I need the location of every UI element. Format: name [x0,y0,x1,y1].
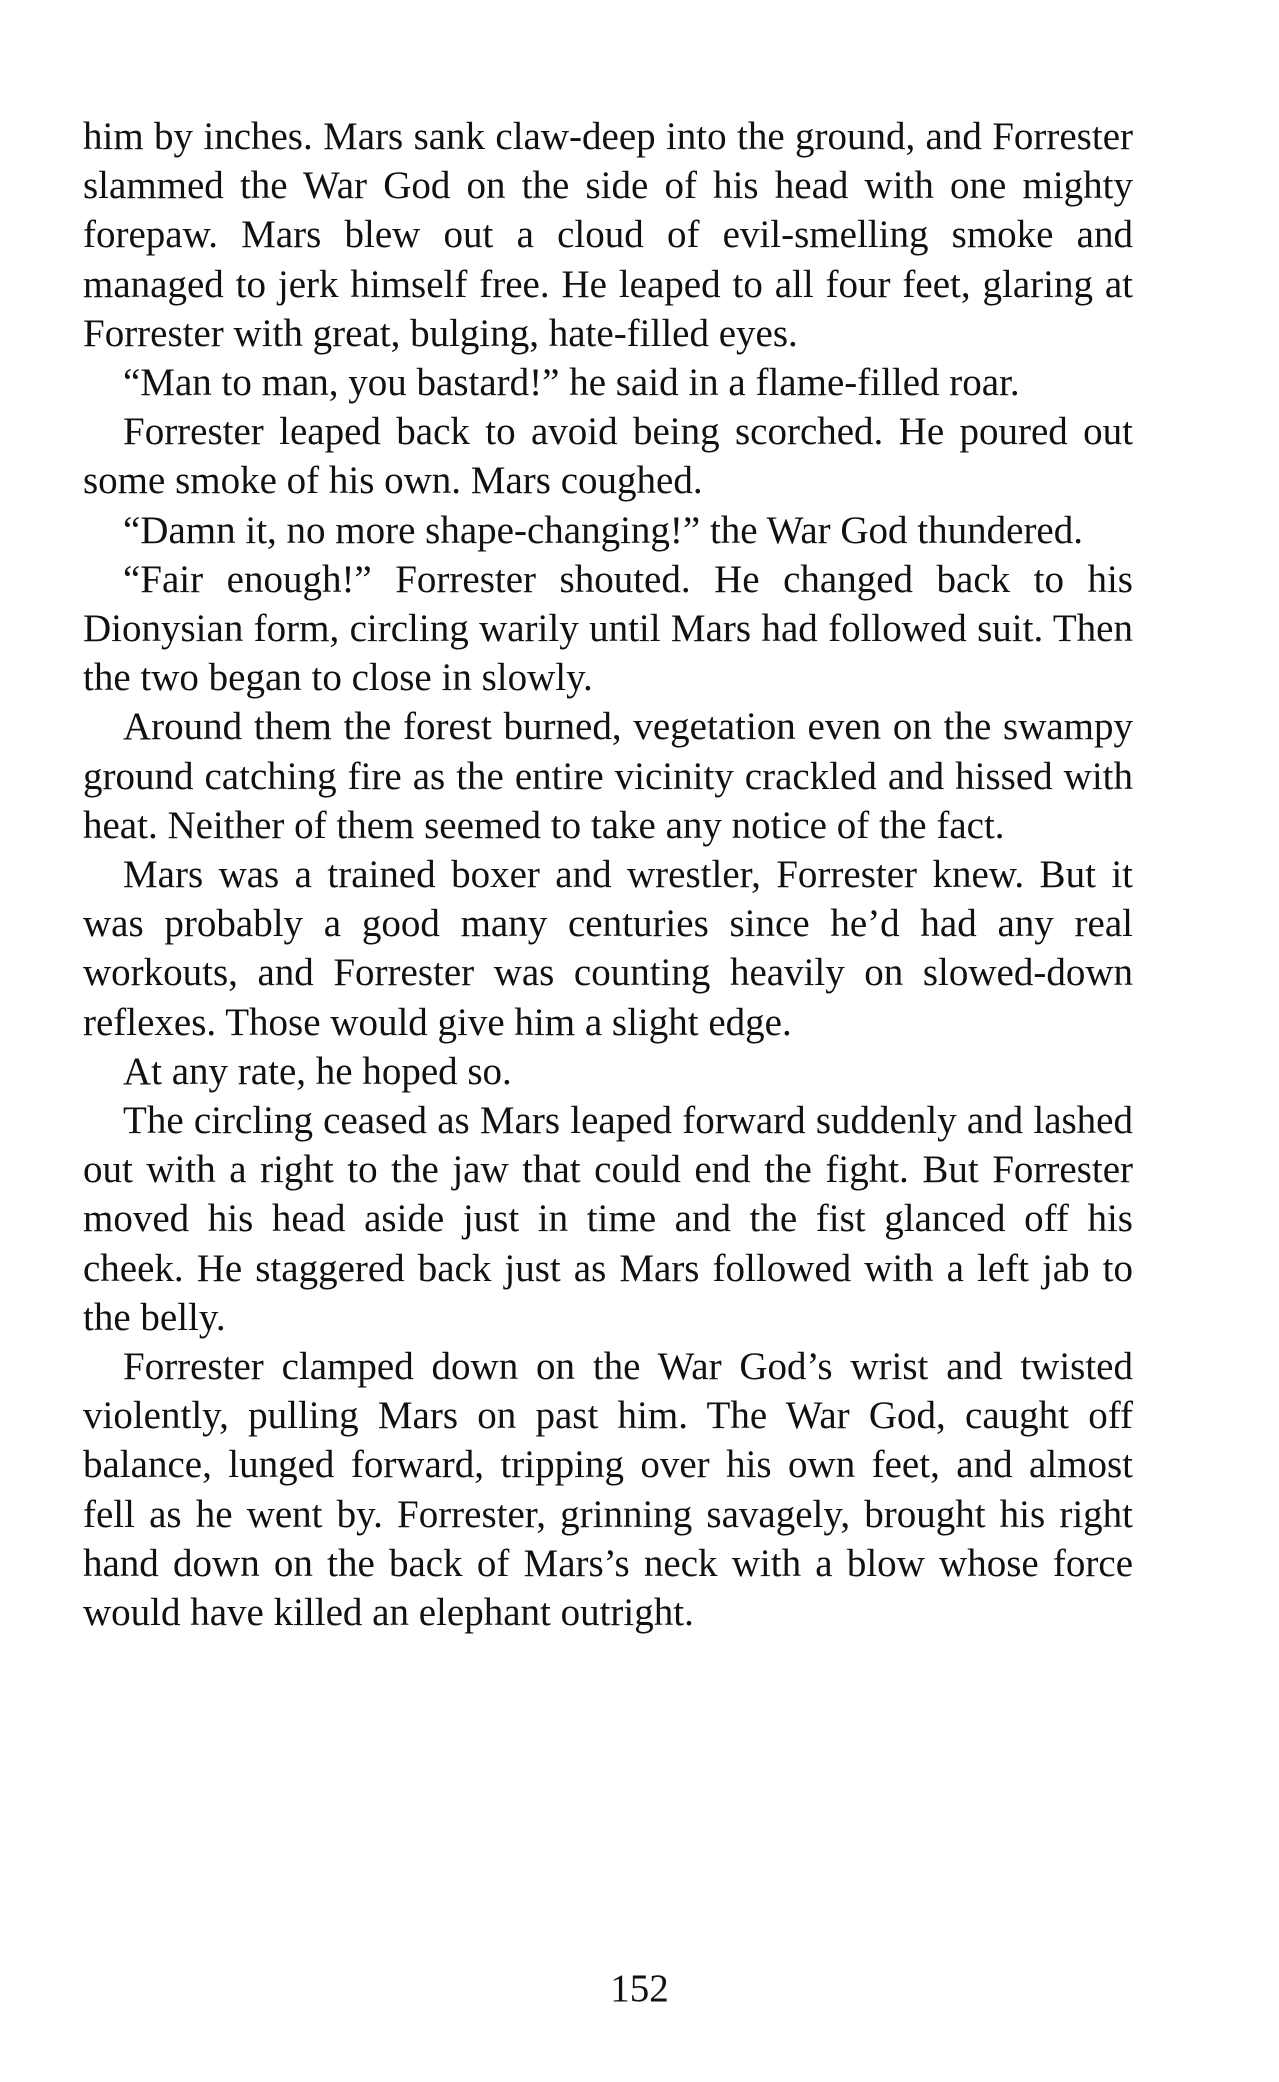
paragraph: “Fair enough!” Forrester shouted. He changed back to his Dionysian form, circling warily until Mars had followed suit. Then the two began to close in slowly. [83,557,1133,700]
paragraph: “Man to man, you bastard!” he said in a flame-filled roar. [123,361,1020,405]
page-number: 152 [610,1967,669,2010]
paragraph: “Damn it, no more shape-changing!” the War God thundered. [123,508,1083,552]
paragraph: Mars was a trained boxer and wrestler, Forrester knew. But it was probably a good many centuries since he’d had any real workouts, and Forrester was counting heavily on slowed-down reflexes. Those would give him a slight edge. [83,853,1133,1044]
paragraph: him by inches. Mars sank claw-deep into the ground, and Forrester slammed the War God on the side of his head with one mighty forepaw. Mars blew out a cloud of evil-smelling smoke and managed to jerk himself free. He leaped to all four feet, glaring at Forrester with great, bulging, hate-filled eyes. [83,115,1133,355]
paragraph: At any rate, he hoped so. [123,1049,512,1093]
paragraph: Forrester clamped down on the War God’s wrist and twisted violently, pulling Mars on past him. The War God, caught off balance, lunged forward, tripping over his own feet, and almost fell as he went by. Forrester, grinning savagely, brought his right hand down on the back of Mars’s neck with a blow whose force would have killed an elephant outright. [83,1345,1133,1635]
paragraph: Around them the forest burned, vegetation even on the swampy ground catching fire as the entire vicinity crackled and hissed with heat. Neither of them seemed to take any notice of the fact. [83,705,1133,847]
paragraph: The circling ceased as Mars leaped forward suddenly and lashed out with a right to the jaw that could end the fight. But Forrester moved his head aside just in time and the fist glanced off his cheek. He staggered back just as Mars followed with a left jab to the belly. [83,1099,1133,1339]
page-body [83,112,1133,1637]
paragraph: Forrester leaped back to avoid being scorched. He poured out some smoke of his own. Mars coughed. [83,410,1133,503]
